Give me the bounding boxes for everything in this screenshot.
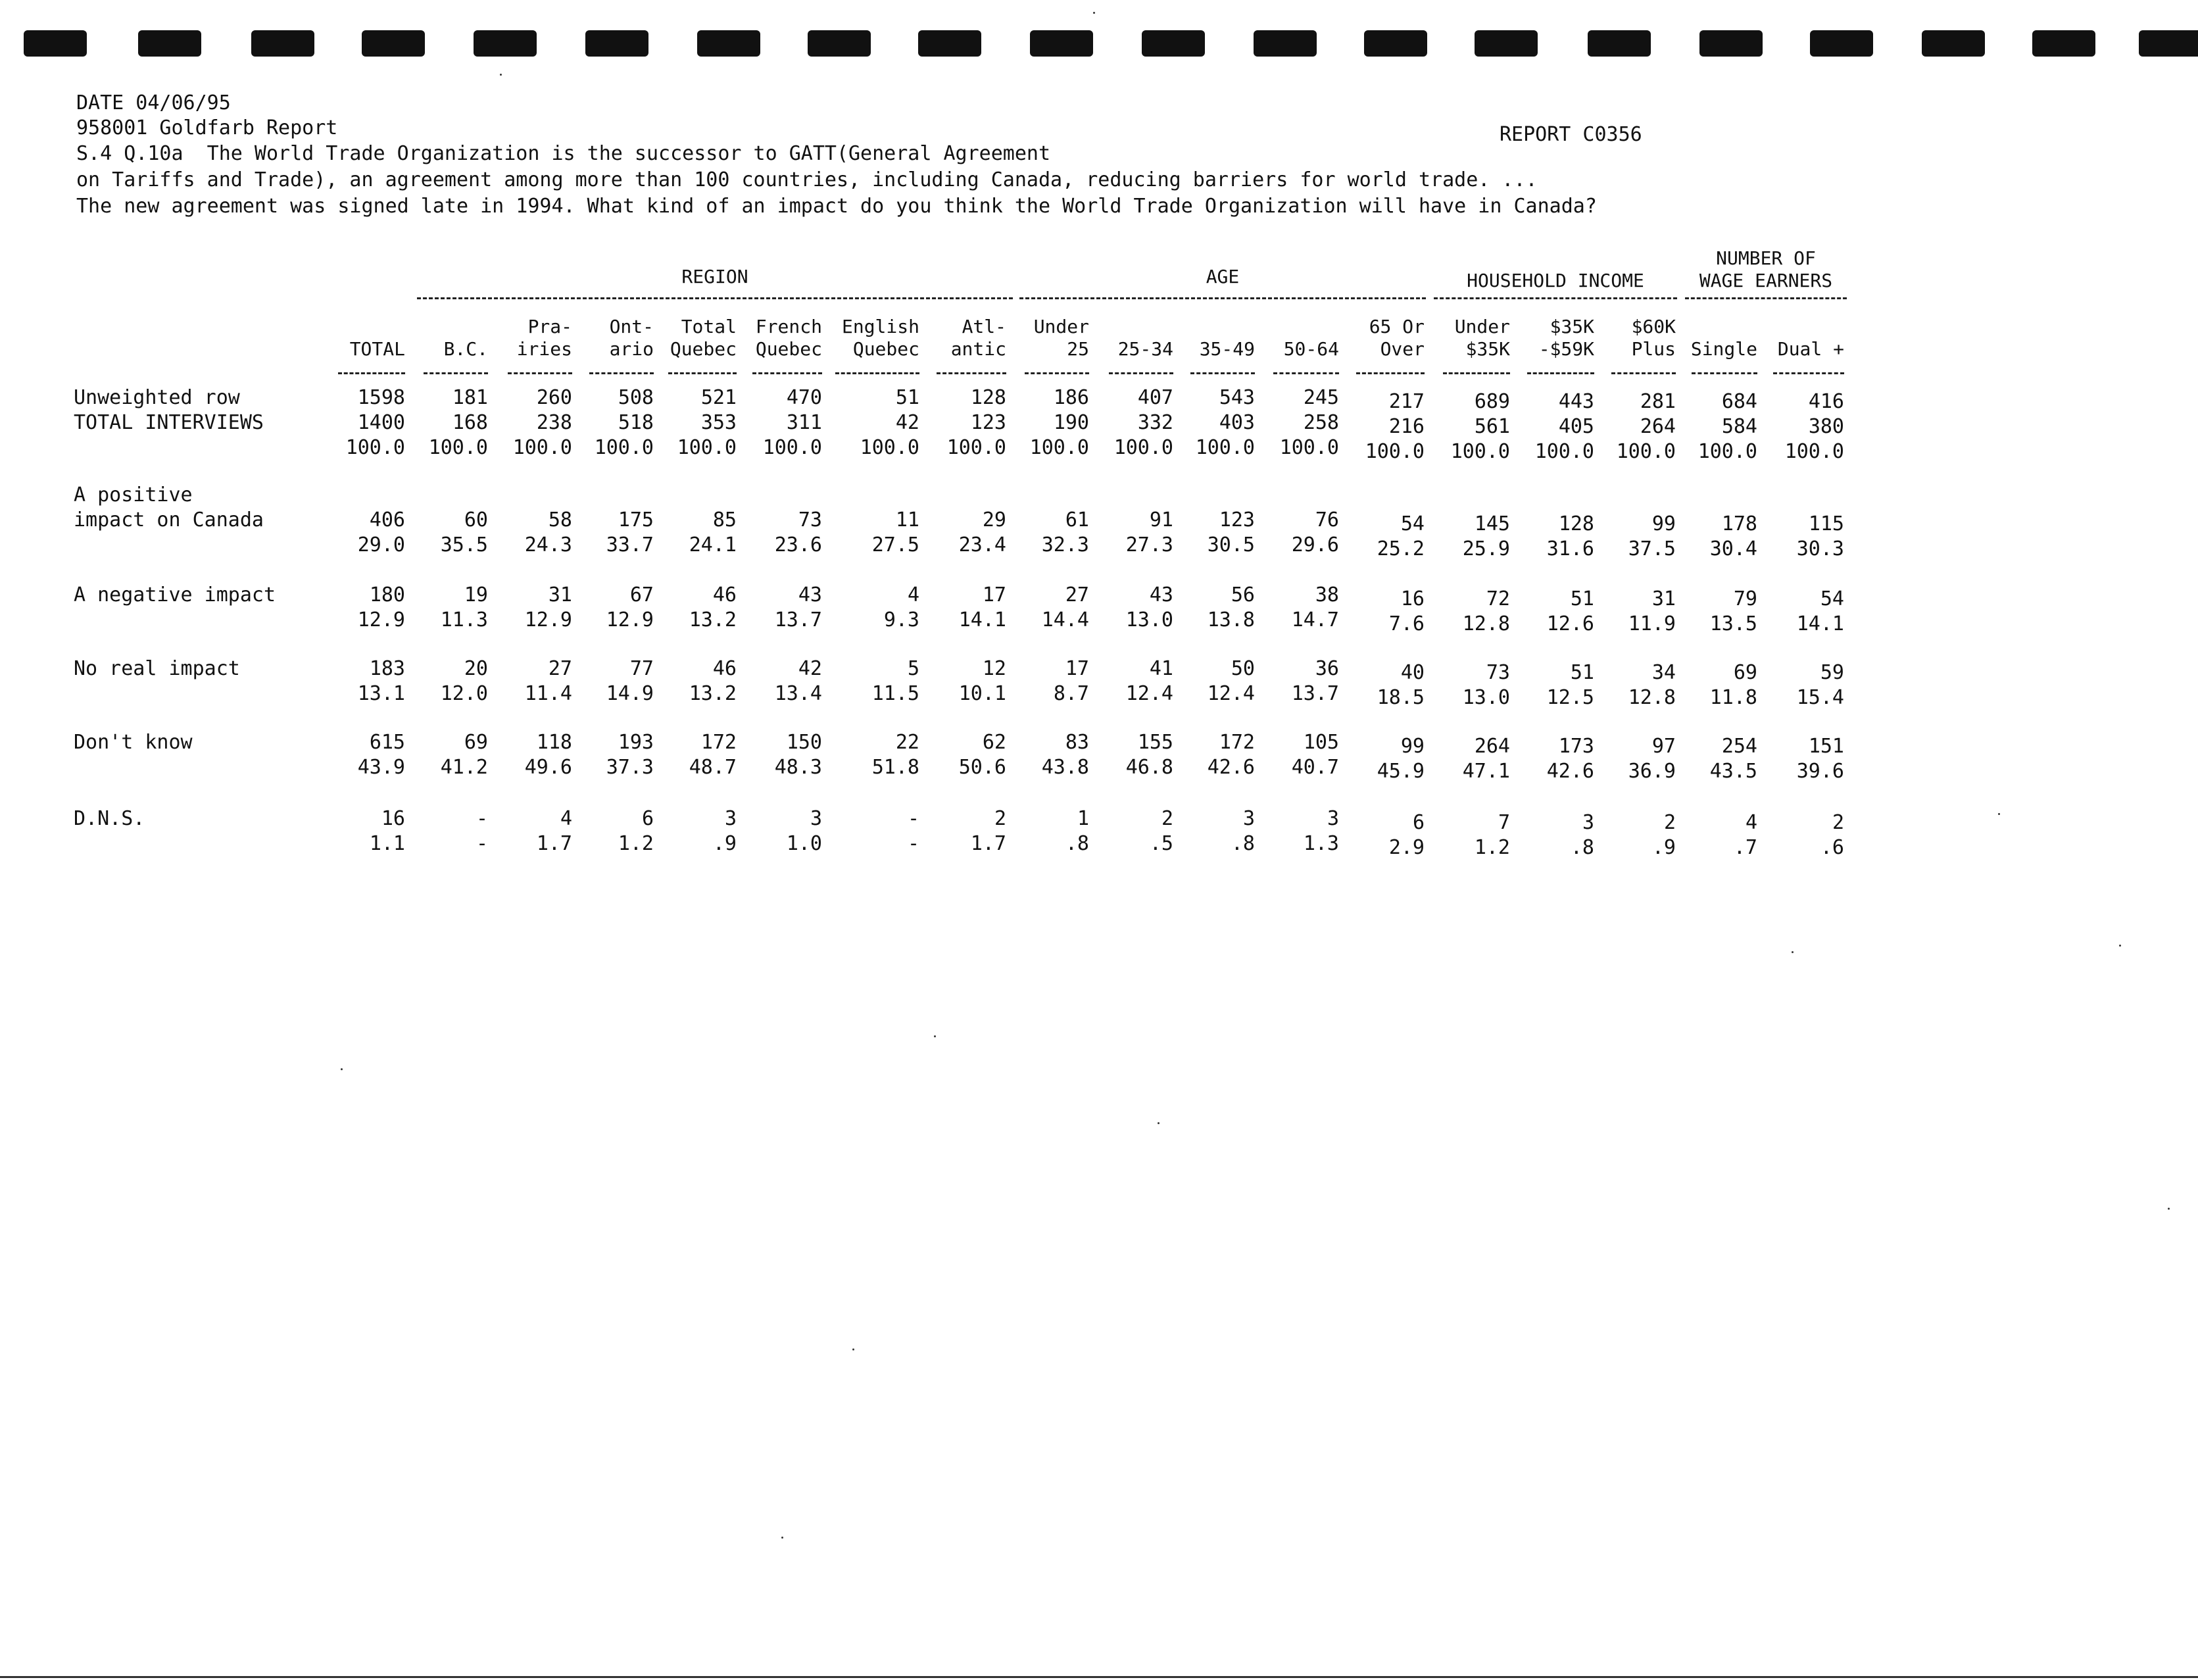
- feed-hole: [1588, 30, 1651, 57]
- scan-speck: [934, 1035, 936, 1037]
- table-cell: 5 11.5: [871, 657, 919, 705]
- feed-hole: [808, 30, 871, 57]
- table-cell: 40 18.5: [1377, 661, 1425, 709]
- table-cell: 2 .9: [1651, 811, 1676, 859]
- column-header: French Quebec: [755, 316, 822, 360]
- feed-hole: [1254, 30, 1317, 57]
- table-cell: 69 11.8: [1709, 661, 1757, 709]
- table-cell: 12 10.1: [958, 657, 1006, 705]
- table-cell: 46 13.2: [689, 583, 737, 631]
- group-underline: [1019, 297, 1426, 299]
- column-underline: [1527, 372, 1594, 374]
- group-underline: [1685, 297, 1847, 299]
- table-cell: 31 12.9: [524, 583, 572, 631]
- table-cell: 183 13.1: [357, 657, 405, 705]
- table-cell: 31 11.9: [1628, 587, 1676, 635]
- column-header: English Quebec: [841, 316, 919, 360]
- table-cell: 217 216 100.0: [1365, 390, 1425, 463]
- table-cell: 615 43.9: [357, 731, 405, 779]
- table-cell: 51 12.5: [1546, 661, 1594, 709]
- table-cell: 260 238 100.0: [512, 386, 572, 459]
- scan-speck: [1792, 951, 1794, 953]
- table-cell: 4 .7: [1733, 811, 1757, 859]
- feed-hole: [1810, 30, 1873, 57]
- table-cell: 67 12.9: [606, 583, 654, 631]
- feed-hole: [918, 30, 981, 57]
- table-cell: 51 12.6: [1546, 587, 1594, 635]
- column-underline: [752, 372, 822, 374]
- table-cell: 73 23.6: [774, 508, 822, 556]
- table-cell: 16 7.6: [1388, 587, 1425, 635]
- table-cell: 19 11.3: [440, 583, 488, 631]
- table-cell: 11 27.5: [871, 508, 919, 556]
- row-label: Don't know: [74, 731, 193, 754]
- table-cell: 2 .5: [1149, 807, 1173, 855]
- table-cell: 85 24.1: [689, 508, 737, 556]
- table-cell: 178 30.4: [1709, 512, 1757, 560]
- column-underline: [1443, 372, 1510, 374]
- feed-hole: [251, 30, 314, 57]
- column-header: 50-64: [1283, 338, 1339, 360]
- table-cell: 22 51.8: [871, 731, 919, 779]
- table-cell: 51 42 100.0: [860, 386, 919, 459]
- table-cell: 181 168 100.0: [428, 386, 488, 459]
- scan-speck: [341, 1068, 343, 1070]
- table-cell: 175 33.7: [606, 508, 654, 556]
- column-underline: [937, 372, 1006, 374]
- row-label: No real impact: [74, 657, 240, 680]
- column-underline: [589, 372, 654, 374]
- scan-speck: [2168, 1208, 2170, 1210]
- column-underline: [508, 372, 572, 374]
- table-cell: 54 25.2: [1377, 512, 1425, 560]
- row-label: A positive impact on Canada: [74, 483, 264, 531]
- table-cell: 59 15.4: [1796, 661, 1844, 709]
- table-cell: 521 353 100.0: [677, 386, 737, 459]
- table-cell: 38 14.7: [1291, 583, 1339, 631]
- column-underline: [1109, 372, 1173, 374]
- table-cell: 245 258 100.0: [1279, 386, 1339, 459]
- group-header-region: REGION: [681, 266, 748, 287]
- scan-speck: [781, 1537, 783, 1539]
- table-cell: 128 31.6: [1546, 512, 1594, 560]
- question-line-3: The new agreement was signed late in 1994. What kind of an impact do you think the World Trade Organization will have in Canada?: [76, 195, 1597, 218]
- table-cell: 17 8.7: [1053, 657, 1089, 705]
- column-underline: [1273, 372, 1339, 374]
- question-text: [76, 141, 1597, 220]
- table-cell: 73 13.0: [1462, 661, 1510, 709]
- table-cell: 41 12.4: [1125, 657, 1173, 705]
- table-cell: 543 403 100.0: [1195, 386, 1255, 459]
- table-cell: 1 .8: [1065, 807, 1089, 855]
- table-cell: 180 12.9: [357, 583, 405, 631]
- table-cell: 254 43.5: [1709, 735, 1757, 783]
- report-date: DATE 04/06/95: [76, 91, 231, 114]
- table-cell: 29 23.4: [958, 508, 1006, 556]
- feed-hole: [1922, 30, 1985, 57]
- question-line-2: on Tariffs and Trade), an agreement among more than 100 countries, including Canada, reducing barriers for world trade. ...: [76, 168, 1538, 191]
- table-cell: 3 .8: [1231, 807, 1255, 855]
- column-underline: [1692, 372, 1757, 374]
- table-cell: 34 12.8: [1628, 661, 1676, 709]
- table-cell: 443 405 100.0: [1534, 390, 1594, 463]
- scan-speck: [1158, 1122, 1160, 1124]
- table-cell: 3 1.0: [786, 807, 822, 855]
- column-header: TOTAL: [349, 338, 405, 360]
- table-cell: 50 12.4: [1207, 657, 1255, 705]
- group-underline: [1434, 297, 1677, 299]
- table-cell: 6 2.9: [1388, 811, 1425, 859]
- column-header: Atl- antic: [950, 316, 1006, 360]
- question-line-1: S.4 Q.10a The World Trade Organization is the successor to GATT(General Agreement: [76, 142, 1051, 165]
- table-cell: 172 48.7: [689, 731, 737, 779]
- group-underline: [417, 297, 1013, 299]
- report-name: 958001 Goldfarb Report: [76, 116, 338, 139]
- table-cell: 3 1.3: [1303, 807, 1339, 855]
- table-cell: 61 32.3: [1041, 508, 1089, 556]
- table-cell: 16 1.1: [369, 807, 405, 855]
- column-underline: [835, 372, 919, 374]
- group-header-age: AGE: [1206, 266, 1240, 287]
- table-cell: 115 30.3: [1796, 512, 1844, 560]
- table-cell: 470 311 100.0: [762, 386, 822, 459]
- column-header: Total Quebec: [670, 316, 737, 360]
- column-underline: [1773, 372, 1844, 374]
- column-underline: [1025, 372, 1089, 374]
- table-cell: 99 37.5: [1628, 512, 1676, 560]
- table-cell: - -: [907, 807, 919, 855]
- feed-hole: [474, 30, 537, 57]
- table-cell: 56 13.8: [1207, 583, 1255, 631]
- table-cell: 1598 1400 100.0: [345, 386, 405, 459]
- table-cell: 173 42.6: [1546, 735, 1594, 783]
- tractor-feed-holes: [0, 0, 2198, 79]
- table-cell: 6 1.2: [618, 807, 654, 855]
- column-header: 25-34: [1117, 338, 1173, 360]
- table-cell: 3 .8: [1570, 811, 1594, 859]
- table-cell: 43 13.7: [774, 583, 822, 631]
- column-underline: [1190, 372, 1255, 374]
- table-cell: 77 14.9: [606, 657, 654, 705]
- table-cell: 2 1.7: [970, 807, 1006, 855]
- table-cell: - -: [476, 807, 488, 855]
- scan-speck: [2119, 945, 2121, 947]
- table-cell: 3 .9: [712, 807, 737, 855]
- feed-hole: [24, 30, 87, 57]
- table-cell: 46 13.2: [689, 657, 737, 705]
- column-header: 65 Or Over: [1369, 316, 1425, 360]
- feed-hole: [1475, 30, 1538, 57]
- scan-speck: [1998, 813, 2000, 815]
- table-cell: 105 40.7: [1291, 731, 1339, 779]
- table-cell: 7 1.2: [1474, 811, 1510, 859]
- group-header-earners: NUMBER OF WAGE EARNERS: [1699, 247, 1833, 291]
- column-underline: [338, 372, 405, 374]
- table-cell: 416 380 100.0: [1784, 390, 1844, 463]
- group-header-income: HOUSEHOLD INCOME: [1467, 270, 1644, 291]
- table-cell: 20 12.0: [440, 657, 488, 705]
- table-cell: 27 11.4: [524, 657, 572, 705]
- column-header: Single: [1690, 338, 1757, 360]
- table-cell: 54 14.1: [1796, 587, 1844, 635]
- table-cell: 17 14.1: [958, 583, 1006, 631]
- table-cell: 69 41.2: [440, 731, 488, 779]
- table-cell: 172 42.6: [1207, 731, 1255, 779]
- table-cell: 83 43.8: [1041, 731, 1089, 779]
- scan-speck: [1093, 12, 1095, 14]
- table-cell: 79 13.5: [1709, 587, 1757, 635]
- table-cell: 281 264 100.0: [1616, 390, 1676, 463]
- table-cell: 123 30.5: [1207, 508, 1255, 556]
- feed-hole: [697, 30, 760, 57]
- table-cell: 128 123 100.0: [946, 386, 1006, 459]
- table-cell: 72 12.8: [1462, 587, 1510, 635]
- page-bottom-edge: [0, 1676, 2198, 1678]
- feed-hole: [1364, 30, 1427, 57]
- scan-speck: [500, 74, 502, 76]
- table-cell: 145 25.9: [1462, 512, 1510, 560]
- table-cell: 193 37.3: [606, 731, 654, 779]
- table-cell: 151 39.6: [1796, 735, 1844, 783]
- column-header: 35-49: [1199, 338, 1255, 360]
- table-cell: 689 561 100.0: [1450, 390, 1510, 463]
- row-label: A negative impact: [74, 583, 276, 606]
- table-cell: 42 13.4: [774, 657, 822, 705]
- table-cell: 407 332 100.0: [1113, 386, 1173, 459]
- table-cell: 4 1.7: [536, 807, 572, 855]
- table-cell: 60 35.5: [440, 508, 488, 556]
- report-id: REPORT C0356: [1500, 123, 1642, 146]
- column-header: Dual +: [1777, 338, 1844, 360]
- table-cell: 43 13.0: [1125, 583, 1173, 631]
- table-cell: 62 50.6: [958, 731, 1006, 779]
- table-cell: 186 190 100.0: [1029, 386, 1089, 459]
- column-underline: [1356, 372, 1425, 374]
- feed-hole: [138, 30, 201, 57]
- table-cell: 118 49.6: [524, 731, 572, 779]
- feed-hole: [1030, 30, 1093, 57]
- column-underline: [668, 372, 737, 374]
- table-cell: 684 584 100.0: [1697, 390, 1757, 463]
- row-label: D.N.S.: [74, 807, 145, 830]
- feed-hole: [1699, 30, 1763, 57]
- column-underline: [1611, 372, 1676, 374]
- table-cell: 27 14.4: [1041, 583, 1089, 631]
- column-underline: [424, 372, 488, 374]
- feed-hole: [362, 30, 425, 57]
- report-header: [76, 91, 337, 141]
- feed-hole: [2139, 30, 2198, 57]
- column-header: Under 25: [1033, 316, 1089, 360]
- column-header: B.C.: [443, 338, 488, 360]
- column-header: Under $35K: [1454, 316, 1510, 360]
- table-cell: 150 48.3: [774, 731, 822, 779]
- table-cell: 406 29.0: [357, 508, 405, 556]
- scan-speck: [852, 1348, 854, 1350]
- column-header: Pra- iries: [516, 316, 572, 360]
- table-cell: 91 27.3: [1125, 508, 1173, 556]
- table-cell: 99 45.9: [1377, 735, 1425, 783]
- row-label: Unweighted row TOTAL INTERVIEWS: [74, 386, 264, 434]
- table-cell: 76 29.6: [1291, 508, 1339, 556]
- feed-hole: [2032, 30, 2095, 57]
- feed-hole: [585, 30, 648, 57]
- table-cell: 264 47.1: [1462, 735, 1510, 783]
- table-cell: 2 .6: [1820, 811, 1844, 859]
- column-header: $60K Plus: [1631, 316, 1676, 360]
- table-cell: 508 518 100.0: [594, 386, 654, 459]
- table-cell: 97 36.9: [1628, 735, 1676, 783]
- column-header: $35K -$59K: [1538, 316, 1594, 360]
- feed-hole: [1142, 30, 1205, 57]
- table-cell: 58 24.3: [524, 508, 572, 556]
- table-cell: 4 9.3: [883, 583, 919, 631]
- table-cell: 36 13.7: [1291, 657, 1339, 705]
- table-cell: 155 46.8: [1125, 731, 1173, 779]
- column-header: Ont- ario: [609, 316, 654, 360]
